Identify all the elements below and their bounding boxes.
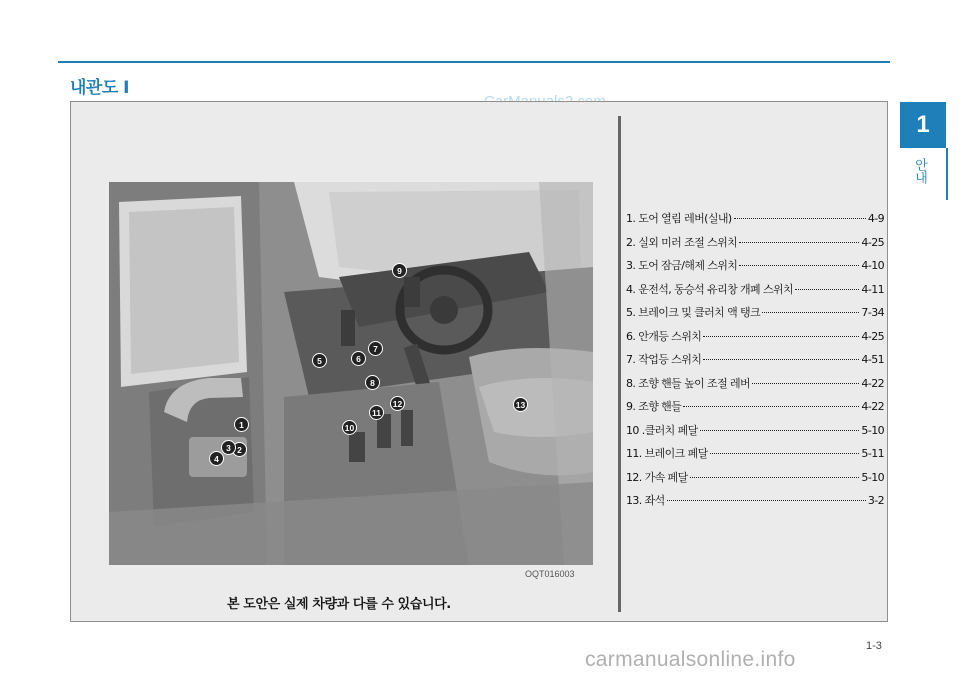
figure-caption: 본 도안은 실제 차량과 다를 수 있습니다. <box>227 597 451 612</box>
callout-4: 4 <box>209 451 224 466</box>
index-leader <box>739 265 859 266</box>
index-leader <box>690 477 860 478</box>
index-label: 12. 가속 페달 <box>626 470 688 484</box>
figure-panel <box>70 101 888 622</box>
index-item[interactable] <box>626 469 884 493</box>
index-item[interactable] <box>626 257 884 281</box>
index-label: 3. 도어 잠금/해제 스위치 <box>626 259 738 272</box>
site-watermark: carmanualsonline.info <box>585 648 796 671</box>
index-label: 10 .클러치 페달 <box>626 423 698 437</box>
cab-interior-drawing <box>109 182 593 565</box>
index-label: 7. 작업등 스위치 <box>626 353 702 366</box>
index-page: 3-2 <box>867 494 884 507</box>
index-item[interactable] <box>626 492 884 516</box>
callout-7: 7 <box>368 341 383 356</box>
index-item[interactable] <box>626 328 884 352</box>
page-number: 1-3 <box>866 640 882 652</box>
index-item[interactable] <box>626 351 884 375</box>
callout-9: 9 <box>392 263 407 278</box>
index-label: 11. 브레이크 페달 <box>626 447 708 460</box>
section-title: 내관도 I <box>70 78 130 98</box>
index-leader <box>683 406 859 407</box>
index-page: 5-11 <box>861 447 884 460</box>
index-item[interactable] <box>626 398 884 422</box>
callout-13: 13 <box>513 397 528 412</box>
index-leader <box>667 500 866 501</box>
chapter-line <box>946 148 948 200</box>
index-page: 4-10 <box>861 259 884 272</box>
index-item[interactable] <box>626 445 884 469</box>
index-label: 1. 도어 열림 레버(실내) <box>626 212 732 225</box>
index-leader <box>752 383 859 384</box>
index-leader <box>703 359 859 360</box>
callout-10: 10 <box>342 420 357 435</box>
cab-interior-illustration <box>109 182 593 565</box>
index-page: 4-9 <box>867 212 884 225</box>
index-label: 5. 브레이크 및 클러치 액 탱크 <box>626 306 761 319</box>
index-leader <box>762 312 859 313</box>
top-rule <box>58 61 890 63</box>
index-page: 4-11 <box>861 282 884 296</box>
callout-6: 6 <box>351 351 366 366</box>
callout-8: 8 <box>365 375 380 390</box>
index-page: 5-10 <box>861 470 884 484</box>
index-label: 6. 안개등 스위치 <box>626 329 702 343</box>
index-page: 4-22 <box>861 376 884 390</box>
callout-5: 5 <box>312 353 327 368</box>
callout-11: 11 <box>369 405 384 420</box>
callout-1: 1 <box>234 417 249 432</box>
index-label: 4. 운전석, 동승석 유리창 개폐 스위치 <box>626 282 794 296</box>
chapter-number: 1 <box>916 111 930 138</box>
index-leader <box>795 289 859 290</box>
index-item[interactable] <box>626 281 884 305</box>
index-leader <box>739 242 859 243</box>
index-item[interactable] <box>626 375 884 399</box>
index-page: 5-10 <box>861 423 884 437</box>
index-leader <box>703 336 859 337</box>
index-label: 9. 조향 핸들 <box>626 400 682 413</box>
image-code: OQT016003 <box>525 569 575 579</box>
index-leader <box>710 453 860 454</box>
index-page: 4-25 <box>861 329 884 343</box>
index-label: 2. 실외 미러 조절 스위치 <box>626 235 738 249</box>
index-item[interactable] <box>626 234 884 258</box>
index-leader <box>734 218 866 219</box>
index-item[interactable] <box>626 422 884 446</box>
index-label: 8. 조향 핸들 높이 조절 레버 <box>626 376 751 390</box>
index-page: 4-22 <box>861 400 884 413</box>
index-page: 4-25 <box>861 235 884 249</box>
index-page: 4-51 <box>861 353 884 366</box>
component-index-list <box>626 210 884 516</box>
callout-12: 12 <box>390 396 405 411</box>
callout-2: 2 <box>232 442 247 457</box>
index-label: 13. 좌석 <box>626 494 665 507</box>
index-item[interactable] <box>626 304 884 328</box>
index-leader <box>700 430 860 431</box>
callout-3: 3 <box>221 440 236 455</box>
index-page: 7-34 <box>861 306 884 319</box>
column-divider <box>618 116 621 612</box>
chapter-label: 안내 <box>912 158 927 184</box>
chapter-tab[interactable] <box>900 102 946 148</box>
index-item[interactable] <box>626 210 884 234</box>
